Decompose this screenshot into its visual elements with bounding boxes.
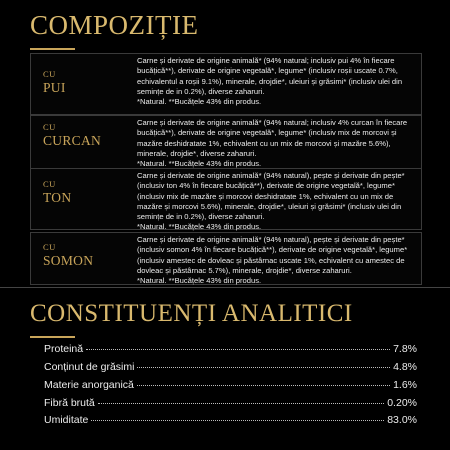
flavor-label [43, 123, 101, 147]
analytic-value: 4.8% [393, 361, 417, 373]
analytic-label: Umiditate [44, 414, 89, 426]
flavor-label [43, 180, 71, 204]
analytic-label: Materie anorganică [44, 379, 134, 391]
analytic-label: Proteină [44, 343, 84, 355]
analytic-row-ash [44, 379, 417, 394]
flavor-label [43, 70, 66, 94]
footnote-text: *Natural. **Bucățele 43% din produs. [137, 159, 262, 169]
ingredients-text: Carne și derivate de origine animală* (94% natural; inclusiv pui 4% în fiecare bucățică**), derivate de origine vegetală*, legume* (inclusiv roșii uscate 0.7%, echivalentul a roșii 9.1%), minerale, drojdie*, uleiuri și grăsimi* (inclusiv ulei din semințe de in 0.2%), diverse zaharuri. [137, 56, 403, 96]
dotted-leader [137, 385, 390, 386]
footnote-text: *Natural. **Bucățele 43% din produs. [137, 97, 262, 107]
composition-row-pui [30, 53, 422, 115]
dotted-leader [98, 403, 384, 404]
composition-text [137, 171, 417, 233]
analytic-row-moisture [44, 414, 417, 429]
dotted-leader [91, 420, 384, 421]
composition-text [137, 118, 417, 169]
composition-text [137, 235, 417, 286]
flavor-name: TON [43, 189, 72, 205]
dotted-leader [137, 367, 390, 368]
analytic-value: 7.8% [393, 343, 417, 355]
composition-row-curcan [30, 115, 422, 169]
composition-text [137, 56, 417, 107]
flavor-prefix: CU [43, 242, 56, 252]
flavor-prefix: CU [43, 69, 56, 79]
analytic-label: Fibră brută [44, 397, 95, 409]
flavor-label [43, 243, 93, 267]
ingredients-text: Carne și derivate de origine animală* (94% natural), pește și derivate din pește* (inclusiv ton 4% în fiecare bucățică**), derivate de origine vegetală*, legume* (inclusiv mix de mazăre și morcovi deshidratate 1%, echivalent cu un mix de mazăre și morcovi 5.6%), minerale, drojdie*, uleiuri și grăsimi* (inclusiv ulei din semințe de in 0.2%), diverse zaharuri. [137, 171, 405, 222]
flavor-prefix: CU [43, 179, 56, 189]
flavor-name: PUI [43, 79, 66, 95]
footnote-text: *Natural. **Bucățele 43% din produs. [137, 276, 262, 286]
flavor-prefix: CU [43, 122, 56, 132]
ingredients-text: Carne și derivate de origine animală* (94% natural; inclusiv 4% curcan în fiecare bucățică**), derivate de origine vegetală*, legume* (inclusiv mix de morcovi și mazăre deshidratate 1%, echivalent cu un mix de morcovi și mazăre 5.6%), minerale, drojdie*, diverse zaharuri. [137, 118, 408, 158]
analytic-row-fibre [44, 397, 417, 412]
section-divider [0, 287, 450, 288]
dotted-leader [86, 349, 390, 350]
ingredients-text: Carne și derivate de origine animală* (94% natural), pește și derivate din pește* (inclusiv somon 4% în fiecare bucățică**), derivate de origine vegetală*, legume* (inclusiv amestec de dovleac și păstârnac uscate 1%, echivalent cu amestec de dovleac și păstârnac 5.7%), minerale, drojdie*, diverse zaharuri. [137, 235, 408, 275]
analytic-value: 1.6% [393, 379, 417, 391]
composition-row-somon [30, 232, 422, 285]
analytic-title-underline [30, 336, 75, 338]
analytic-row-protein [44, 343, 417, 358]
flavor-name: SOMON [43, 252, 94, 268]
analytic-value: 83.0% [387, 414, 417, 426]
analytic-label: Conținut de grăsimi [44, 361, 135, 373]
footnote-text: *Natural. **Bucățele 43% din produs. [137, 222, 262, 232]
flavor-name: CURCAN [43, 132, 102, 148]
composition-title-underline [30, 48, 75, 50]
analytic-row-fat [44, 361, 417, 376]
analytic-value: 0.20% [387, 397, 417, 409]
composition-row-ton [30, 168, 422, 230]
analytic-title: CONSTITUENȚI ANALITICI [30, 300, 353, 327]
composition-title: COMPOZIȚIE [30, 10, 199, 40]
